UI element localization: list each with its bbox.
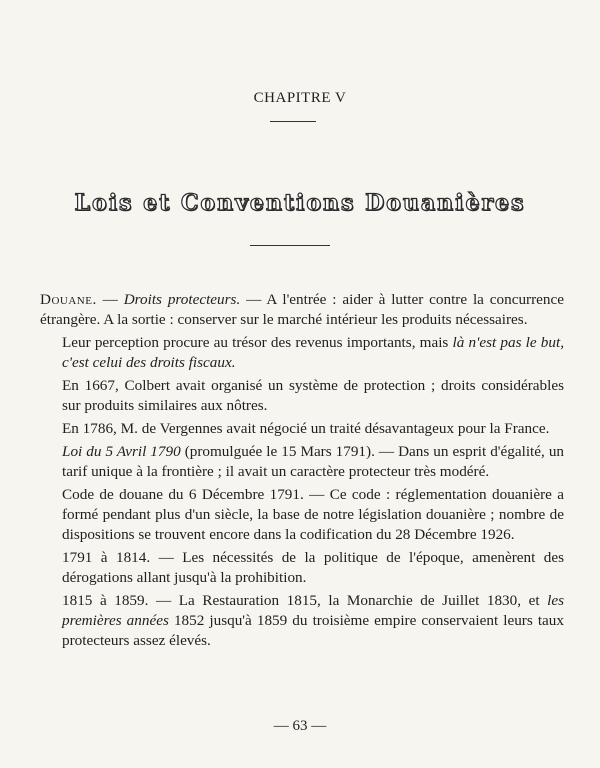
paragraph-lead: Douane. bbox=[40, 291, 97, 308]
paragraph-code-1791: Code de douane du 6 Décembre 1791. — Ce code : réglementation douanière a formé pendant plus d'un siècle, la base de notre législation douanière ; nombre de dispositions se trouvent encore dans la codification du 28 Décembre 1926. bbox=[62, 486, 564, 543]
page-number: — 63 — bbox=[273, 718, 327, 734]
paragraph-1791-1814: 1791 à 1814. — Les nécessités de la politique de l'époque, amenèrent des dérogations allant jusqu'à la prohibition. bbox=[62, 549, 564, 586]
paragraph-italic: Loi du 5 Avril 1790 bbox=[62, 443, 181, 460]
paragraph-vergennes: En 1786, M. de Vergennes avait négocié un traité désavantageux pour la France. bbox=[62, 420, 550, 437]
paragraph-dash: — bbox=[96, 291, 124, 308]
paragraph-rest: — A l'entrée : aider à lutter contre la concurrence étrangère. A la sortie : conserver sur le marché intérieur les produits nécessaires. bbox=[40, 291, 564, 328]
body-text bbox=[40, 290, 565, 654]
paragraph-rest: 1852 jusqu'à 1859 du troisième empire conservaient leurs taux protecteurs assez élevés. bbox=[62, 612, 564, 649]
title-rule bbox=[250, 245, 330, 246]
paragraph-start: Leur perception procure au trésor des revenus importants, mais bbox=[62, 334, 453, 351]
paragraph-italic: Droits protecteurs. bbox=[123, 291, 241, 308]
paragraph-italic: les premières années bbox=[62, 592, 564, 629]
chapter-label: CHAPITRE V bbox=[253, 90, 347, 106]
paragraph-loi-1790 bbox=[62, 442, 564, 482]
page-title: Lois et Conventions Douanières bbox=[74, 190, 526, 216]
paragraph-1815-1859 bbox=[62, 591, 564, 651]
paragraph-italic: là n'est pas le but, c'est celui des droits fiscaux. bbox=[62, 334, 564, 371]
paragraph-douane bbox=[40, 290, 564, 330]
paragraph-colbert: En 1667, Colbert avait organisé un système de protection ; droits considérables sur produits similaires aux nôtres. bbox=[62, 377, 564, 414]
paragraph-perception bbox=[62, 333, 564, 373]
chapter-rule bbox=[270, 121, 316, 122]
paragraph-rest: (promulguée le 15 Mars 1791). — Dans un esprit d'égalité, un tarif unique à la frontière ; il avait un caractère protecteur très modéré. bbox=[62, 443, 565, 480]
paragraph-start: 1815 à 1859. — La Restauration 1815, la Monarchie de Juillet 1830, et bbox=[62, 592, 548, 609]
